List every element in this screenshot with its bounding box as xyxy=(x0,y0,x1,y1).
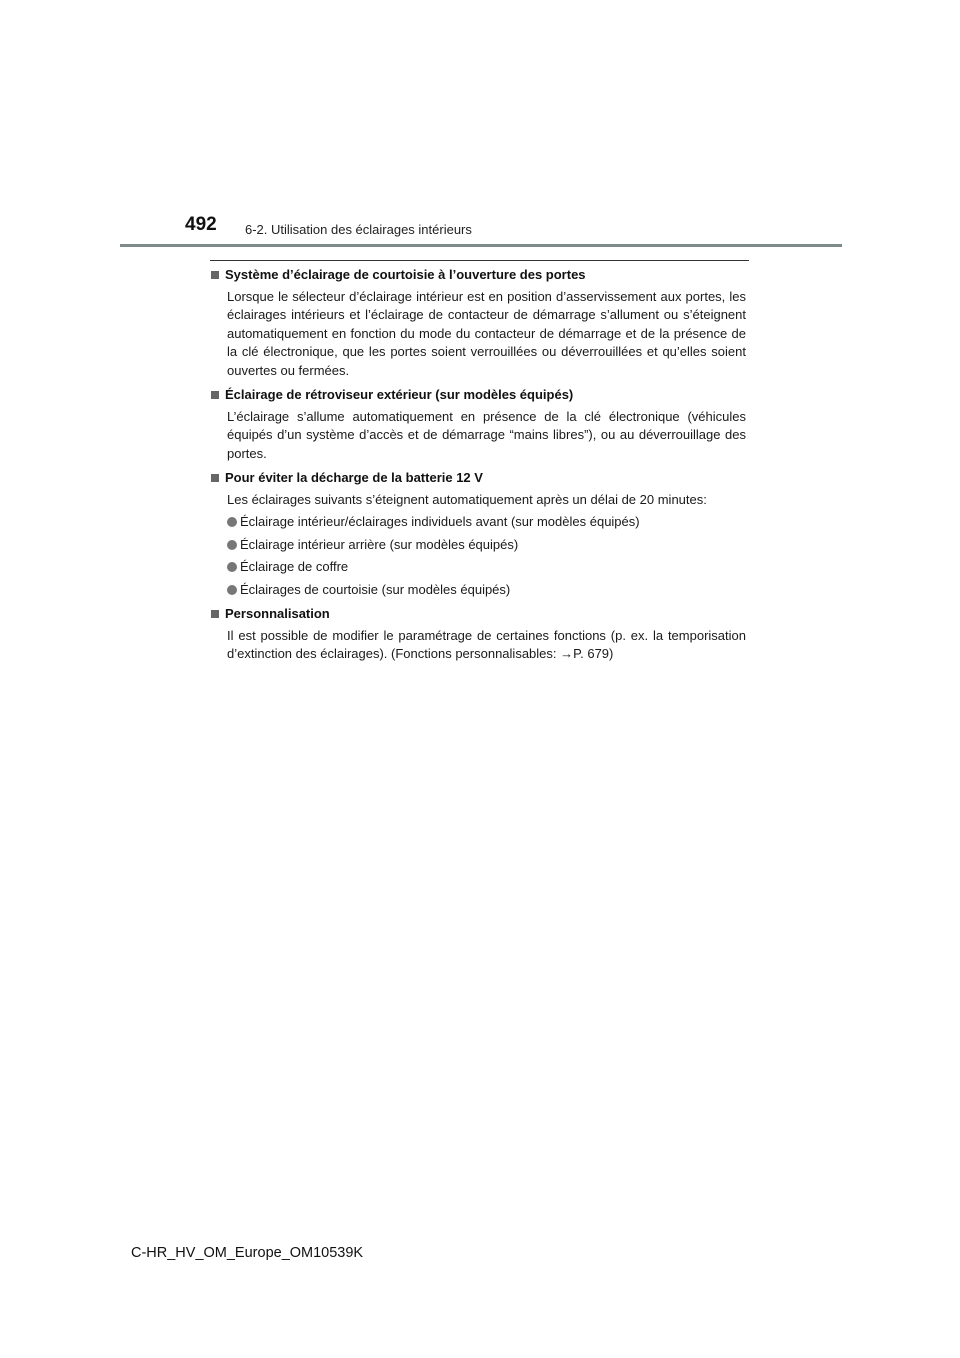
section-heading: Éclairage de rétroviseur extérieur (sur modèles équipés) xyxy=(225,387,574,402)
section-heading: Système d’éclairage de courtoisie à l’ouverture des portes xyxy=(225,267,586,282)
section-courtesy-lighting xyxy=(210,266,746,380)
content-rule xyxy=(210,260,749,261)
section-heading: Pour éviter la décharge de la batterie 12 V xyxy=(225,470,483,485)
round-bullet-icon xyxy=(227,585,237,595)
list-item-text: Éclairage intérieur/éclairages individuels avant (sur modèles équipés) xyxy=(240,514,640,529)
section-paragraph: Les éclairages suivants s’éteignent automatiquement après un délai de 20 minutes: xyxy=(227,491,707,507)
list-item-text: Éclairage intérieur arrière (sur modèles équipés) xyxy=(240,536,519,552)
list-item xyxy=(227,558,746,577)
section-title: 6-2. Utilisation des éclairages intérieurs xyxy=(245,222,472,237)
square-bullet-icon xyxy=(211,610,219,618)
list-item xyxy=(227,536,746,555)
section-paragraph: L’éclairage s’allume automatiquement en présence de la clé électronique (véhicules équipés d’un système d’accès et de démarrage “mains libres”), ou au déverrouillage des portes. xyxy=(227,408,746,461)
square-bullet-icon xyxy=(211,474,219,482)
section-paragraph: Il est possible de modifier le paramétrage de certaines fonctions (p. ex. la temporisation d’extinction des éclairages). (Fonctions personnalisables: →P. 679) xyxy=(227,627,746,661)
section-battery-saver xyxy=(210,469,746,599)
footer-document-id: C-HR_HV_OM_Europe_OM10539K xyxy=(131,1245,364,1261)
list-item xyxy=(227,581,746,600)
round-bullet-icon xyxy=(227,540,237,550)
square-bullet-icon xyxy=(211,271,219,279)
list-item xyxy=(227,513,746,532)
square-bullet-icon xyxy=(211,391,219,399)
section-personalization xyxy=(210,605,746,664)
section-mirror-lighting xyxy=(210,386,746,463)
list-item-text: Éclairages de courtoisie (sur modèles équipés) xyxy=(240,581,511,597)
section-paragraph: Lorsque le sélecteur d’éclairage intérieur est en position d’asservissement aux portes, les éclairages intérieurs et l’éclairage de contacteur de démarrage s’allument ou s’éteignent automatiquement en fonction du mode du contacteur de démarrage et de la présence de la clé électronique, que les portes soient verrouillées ou déverrouillées et qu’elles soient ouvertes ou fermées. xyxy=(227,288,746,378)
round-bullet-icon xyxy=(227,562,237,572)
section-heading: Personnalisation xyxy=(225,606,330,621)
round-bullet-icon xyxy=(227,517,237,527)
header-rule xyxy=(120,244,842,247)
page-content xyxy=(210,266,746,670)
list-item-text: Éclairage de coffre xyxy=(240,559,349,574)
bullet-list xyxy=(210,513,746,599)
page-number: 492 xyxy=(185,214,217,235)
